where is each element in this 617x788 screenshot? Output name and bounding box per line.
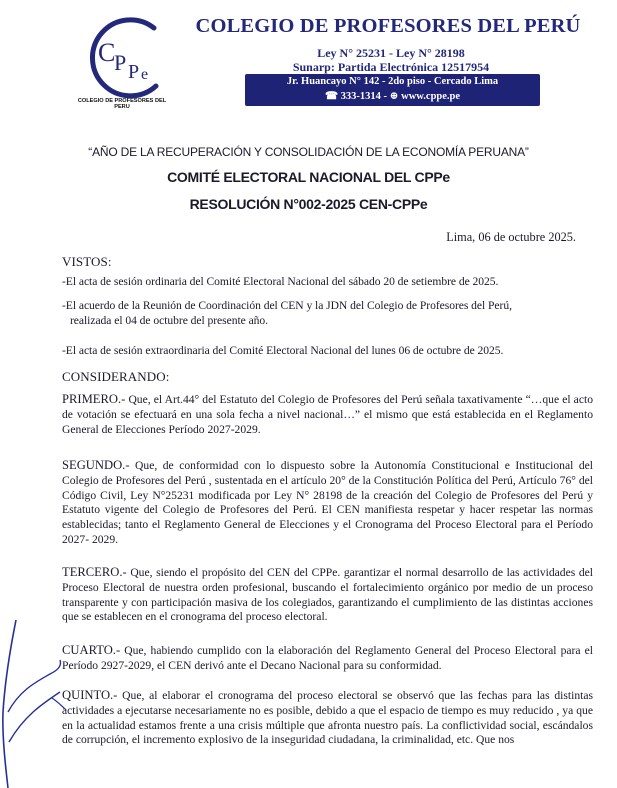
phone-icon: ☎ (324, 91, 339, 102)
considerando-paragraph (62, 565, 593, 625)
handwritten-margin-mark (0, 620, 70, 788)
cppe-logo (84, 16, 164, 100)
paragraph-label: PRIMERO.- (62, 392, 126, 406)
considerando-paragraph (62, 392, 593, 437)
address-line: Jr. Huancayo N° 142 - 2do piso - Cercado Lima (286, 76, 499, 87)
vistos-item (62, 299, 592, 329)
phone-number: 333-1314 - (340, 91, 388, 102)
considerando-paragraph (62, 458, 593, 548)
year-motto: “AÑO DE LA RECUPERACIÓN Y CONSOLIDACIÓN DE LA ECONOMÍA PERUANA” (88, 145, 529, 159)
logo-caption: COLEGIO DE PROFESORES DEL PERU (77, 98, 167, 111)
paragraph-text: Que, de conformidad con lo dispuesto sobre la Autonomía Constitucional e Institucional del Colegio de Profesores del Perú , sustentada en el artículo 20° de la Constitución Política del Perú, Artículo 76° del Código Civil, Ley N°25231 modificada por Ley N° 28198 de la creación del Colegio de Profesores del Perú y Estatuto vigente del Colegio de Profesores del Perú. El CEN manifiesta respetar y hacer respetar las normas establecidas; tanto el Reglamento General de Elecciones y el Cronograma del Proceso Electoral para el Período 2027- 2029. (62, 459, 593, 546)
globe-icon: ⊕ (389, 91, 399, 102)
paragraph-text: Que, habiendo cumplido con la elaboración del Reglamento General del Proceso Electoral para el Período 2927-2029, el CEN derivó ante el Decano Nacional para su conformidad. (62, 644, 593, 672)
svg-text:P: P (128, 61, 140, 83)
considerando-heading: CONSIDERANDO: (62, 369, 170, 384)
committee-title: COMITÉ ELECTORAL NACIONAL DEL CPPe (167, 169, 450, 185)
law-line: Ley N° 25231 - Ley N° 28198 (317, 46, 465, 60)
svg-text:e: e (141, 66, 149, 83)
paragraph-text: Que, el Art.44° del Estatuto del Colegio de Profesores del Perú señala taxativamente “…que el acto de votación se efectuará en una sola fecha a nivel nacional…” el mismo que está establecida en el Reglamento General de Elecciones Período 2027-2029. (62, 393, 593, 436)
vistos-heading: VISTOS: (62, 254, 112, 269)
paragraph-label: CUARTO.- (62, 643, 121, 657)
svg-text:P: P (114, 50, 127, 75)
document-date: Lima, 06 de octubre 2025. (446, 230, 576, 244)
sunarp-line: Sunarp: Partida Electrónica 12517954 (292, 60, 490, 74)
considerando-paragraph (62, 643, 593, 674)
address-box (245, 74, 540, 106)
paragraph-label: QUINTO.- (62, 688, 118, 702)
website: www.cppe.pe (401, 91, 461, 102)
paragraph-label: SEGUNDO.- (62, 458, 130, 472)
resolution-title: RESOLUCIÓN N°002-2025 CEN-CPPe (189, 196, 428, 212)
vistos-item: -El acta de sesión ordinaria del Comité Electoral Nacional del sábado 20 de setiembre de 2025. (62, 275, 499, 288)
vistos-item-line: -El acuerdo de la Reunión de Coordinación del CEN y la JDN del Colegio de Profesores del Perú, (62, 299, 512, 312)
svg-text:C: C (98, 38, 116, 67)
contact-line (245, 89, 540, 104)
paragraph-label: TERCERO.- (62, 565, 127, 579)
vistos-item: -El acta de sesión extraordinaria del Comité Electoral Nacional del lunes 06 de octubre de 2025. (62, 344, 504, 357)
paragraph-text: Que, al elaborar el cronograma del proceso electoral se observó que las fechas para las distintas actividades a ejecutarse necesariamente no es posible, debido a que el espacio de tiempo es muy reducido , ya que en la actualidad estamos frente a una crisis múltiple que afronta nuestro país. La conflictividad social, escándalos de corrupción, el incremento explosivo de la inseguridad ciudadana, la criminalidad, etc. Que nos (62, 689, 593, 747)
paragraph-text: Que, siendo el propósito del CEN del CPPe. garantizar el normal desarrollo de las actividades del Proceso Electoral de nuestra orden profesional, buscando el fortalecimiento orgánico por medio de un proceso transparente y con participación masiva de los colegiados, garantizando el cumplimiento de las distintas acciones que se establecen en el cronograma del proceso electoral. (62, 566, 593, 624)
organization-name: COLEGIO DE PROFESORES DEL PERÚ (195, 15, 581, 37)
considerando-paragraph (62, 688, 593, 748)
legal-info (246, 46, 536, 74)
vistos-item-line: realizada el 04 de octubre del presente año. (70, 313, 269, 327)
